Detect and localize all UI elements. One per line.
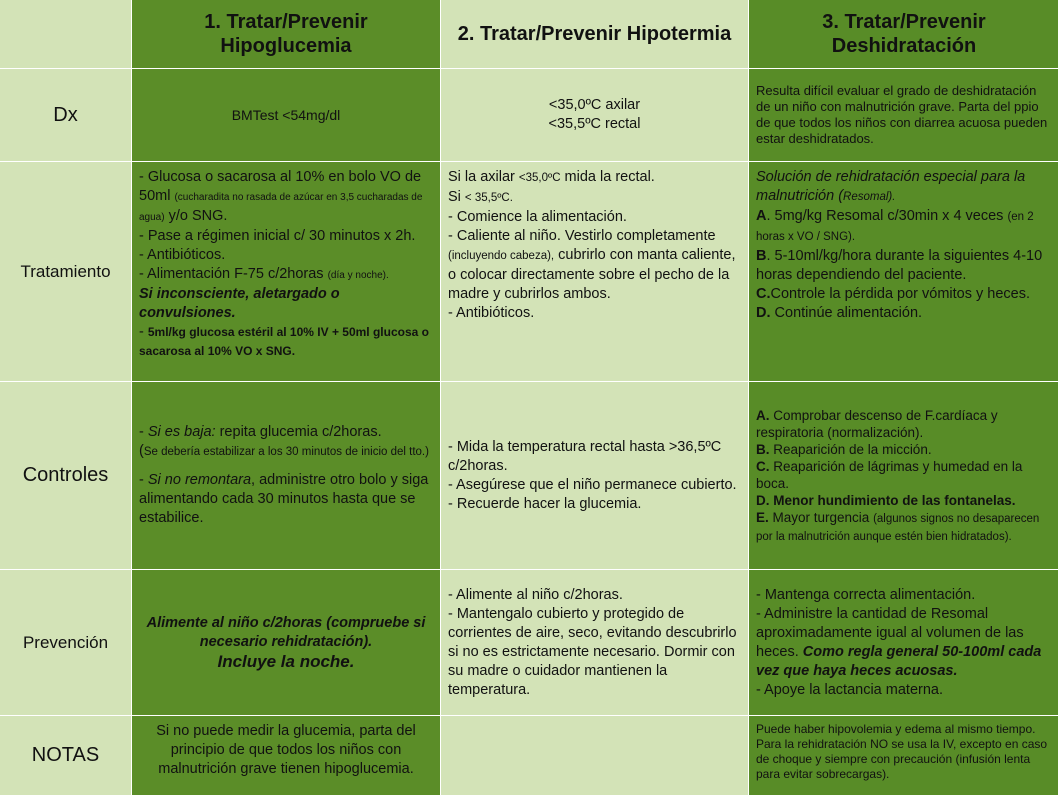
row-controles [0, 382, 1058, 570]
dx-hipoglucemia: BMTest <54mg/dl [132, 69, 441, 162]
prevencion-deshidratacion: - Mantenga correcta alimentación. - Administre la cantidad de Resomal aproximadamente igual al volumen de las heces. Como regla general 50-100ml cada vez que haya heces acuosas. - Apoye la lactancia materna. [749, 570, 1058, 716]
controles-deshidratacion: A. Comprobar descenso de F.cardíaca y respiratoria (normalización). B. Reaparición de la micción. C. Reaparición de lágrimas y humedad en la boca. D. Menor hundimiento de las fontanelas. E. Mayor turgencia (algunos signos no desaparecen por la malnutrición aunque estén bien hidratados). [749, 382, 1058, 570]
row-label-dx: Dx [0, 69, 132, 162]
dx-axilar: <35,0ºC axilar [448, 96, 741, 115]
row-label-prevencion: Prevención [0, 570, 132, 716]
row-dx [0, 69, 1058, 162]
prevencion-hipoglucemia: Alimente al niño c/2horas (compruebe si necesario rehidratación). Incluye la noche. [132, 570, 441, 716]
dx-rectal: <35,5ºC rectal [448, 115, 741, 134]
row-label-tratamiento: Tratamiento [0, 162, 132, 382]
row-tratamiento [0, 162, 1058, 382]
header-deshidratacion: 3. Tratar/Prevenir Deshidratación [749, 0, 1058, 69]
row-prevencion [0, 570, 1058, 716]
row-notas [0, 716, 1058, 796]
notas-hipoglucemia: Si no puede medir la glucemia, parta del principio de que todos los niños con malnutrición grave tienen hipoglucemia. [132, 716, 441, 796]
controles-hipoglucemia: - Si es baja: repita glucemia c/2horas. (Se debería estabilizar a los 30 minutos de inicio del tto.) - Si no remontara, administre otro bolo y siga alimentando cada 30 minutos hasta que se estabilice. [132, 382, 441, 570]
header-row [0, 0, 1058, 69]
notas-deshidratacion: Puede haber hipovolemia y edema al mismo tiempo. Para la rehidratación NO se usa la IV, excepto en caso de choque y siempre con precaución (infusión lenta para evitar sobrecargas). [749, 716, 1058, 796]
tratamiento-hipoglucemia: - Glucosa o sacarosa al 10% en bolo VO de 50ml (cucharadita no rasada de azúcar en 3,5 cucharadas de agua) y/o SNG. - Pase a régimen inicial c/ 30 minutos x 2h. - Antibióticos. - Alimentación F-75 c/2horas (día y noche). Si inconsciente, aletargado o convulsiones. - 5ml/kg glucosa estéril al 10% IV + 50ml glucosa o sacarosa al 10% VO x SNG. [132, 162, 441, 382]
tratamiento-deshidratacion: Solución de rehidratación especial para la malnutrición (Resomal). A. 5mg/kg Resomal c/30min x 4 veces (en 2 horas x VO / SNG). B. 5-10ml/kg/hora durante la siguientes 4-10 horas dependiendo del paciente. C.Controle la pérdida por vómitos y heces. D. Continúe alimentación. [749, 162, 1058, 382]
controles-hipotermia: - Mida la temperatura rectal hasta >36,5ºC c/2horas. - Asegúrese que el niño permanece cubierto. - Recuerde hacer la glucemia. [441, 382, 749, 570]
row-label-notas: NOTAS [0, 716, 132, 796]
corner-cell [0, 0, 132, 69]
header-hipotermia: 2. Tratar/Prevenir Hipotermia [441, 0, 749, 69]
notas-hipotermia [441, 716, 749, 796]
prevencion-hipotermia: - Alimente al niño c/2horas. - Mantengalo cubierto y protegido de corrientes de aire, seco, evitando descubrirlo si no es estrictamente necesario. Dormir con su madre o cuidador mantienen la temperatura. [441, 570, 749, 716]
dx-deshidratacion: Resulta difícil evaluar el grado de deshidratación de un niño con malnutrición grave. Parta del ppio de que todos los niños con diarrea acuosa pueden estar deshidratados. [749, 69, 1058, 162]
row-label-controles: Controles [0, 382, 132, 570]
tratamiento-hipotermia: Si la axilar <35,0ºC mida la rectal. Si < 35,5ºC. - Comience la alimentación. - Caliente al niño. Vestirlo completamente (incluyendo cabeza), cubrirlo con manta caliente, o colocar directamente sobre el pecho de la madre y cubrirlos ambos. - Antibióticos. [441, 162, 749, 382]
dx-hipotermia [441, 69, 749, 162]
header-hipoglucemia: 1. Tratar/Prevenir Hipoglucemia [132, 0, 441, 69]
